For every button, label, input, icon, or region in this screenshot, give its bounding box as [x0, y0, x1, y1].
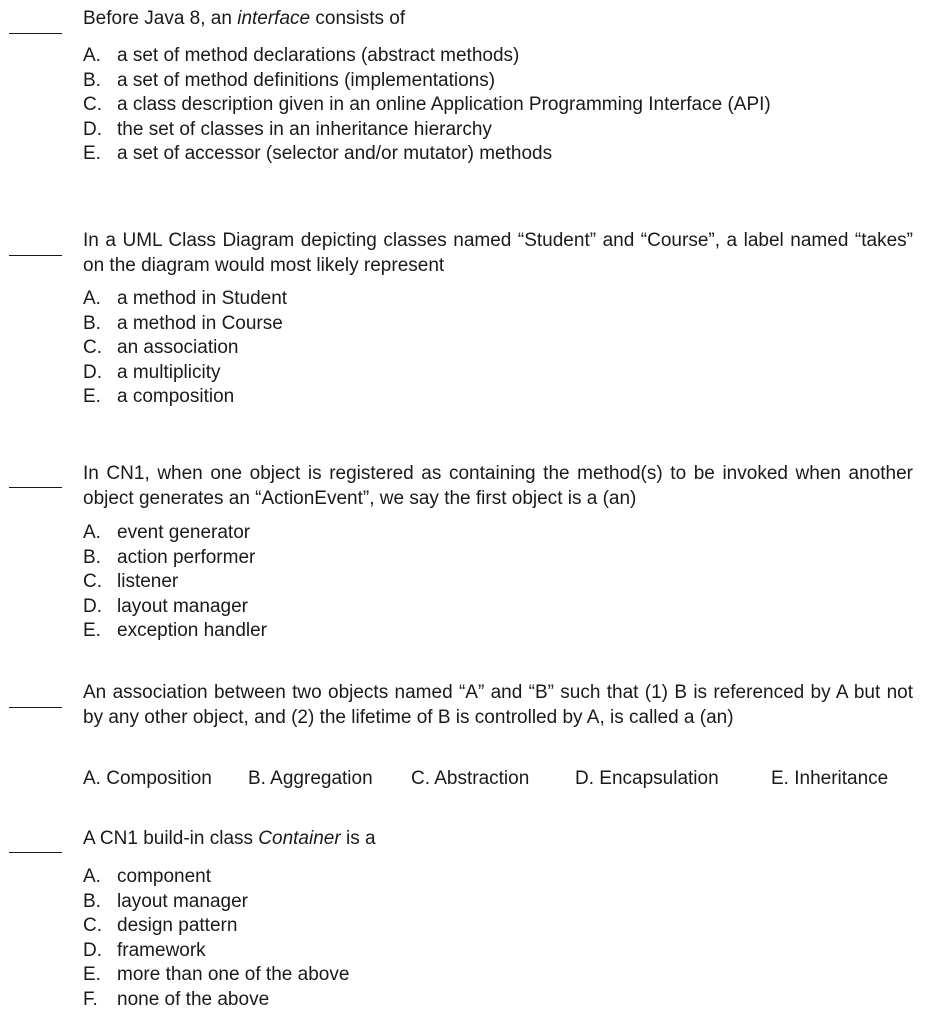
option-text: framework: [117, 939, 206, 961]
stem-text: A CN1 build-in class: [83, 828, 259, 849]
option-c: [83, 570, 913, 595]
option-text: a multiplicity: [117, 361, 221, 383]
question-stem: In CN1, when one object is registered as containing the method(s) to be invoked when another object generates an “ActionEvent”, we say the first object is a (an): [83, 463, 913, 509]
option-text: event generator: [117, 522, 251, 543]
option-text: layout manager: [117, 890, 248, 912]
option-c: C. Abstraction: [411, 768, 530, 789]
option-d: [83, 595, 913, 620]
option-text: a composition: [117, 386, 235, 407]
answer-blank[interactable]: [9, 707, 62, 708]
option-letter: D.: [83, 118, 102, 140]
option-letter: E.: [83, 143, 101, 164]
option-list: [83, 44, 913, 167]
option-text: a set of method declarations (abstract methods): [117, 45, 520, 66]
option-letter: C.: [83, 337, 102, 358]
option-text: action performer: [117, 546, 256, 568]
option-a: A. Composition: [83, 768, 212, 789]
answer-blank[interactable]: [9, 852, 62, 853]
question-stem: An association between two objects named “A” and “B” such that (1) B is referenced by A but not by any other object, and (2) the lifetime of B is controlled by A, is called a (an): [83, 682, 913, 728]
option-text: none of the above: [117, 988, 270, 1010]
option-letter: B.: [83, 546, 101, 568]
answer-blank[interactable]: [9, 255, 62, 256]
option-letter: A.: [83, 288, 101, 309]
stem-text: Before Java 8, an: [83, 8, 238, 29]
answer-blank[interactable]: [9, 487, 62, 488]
option-text: design pattern: [117, 915, 238, 936]
option-b: [83, 69, 913, 94]
option-d: D. Encapsulation: [575, 768, 719, 789]
question-stem: [83, 7, 913, 32]
option-letter: A.: [83, 522, 101, 543]
option-text: listener: [117, 571, 179, 592]
option-d: [83, 118, 913, 143]
option-e: [83, 619, 913, 644]
option-row: [83, 767, 913, 792]
option-letter: E.: [83, 964, 101, 985]
option-b: [83, 312, 913, 337]
question-stem: In a UML Class Diagram depicting classes named “Student” and “Course”, a label named “takes” on the diagram would most likely represent: [83, 230, 913, 276]
option-e: [83, 963, 913, 988]
option-letter: C.: [83, 94, 102, 115]
stem-emphasis: Container: [258, 828, 341, 849]
option-d: [83, 361, 913, 386]
option-letter: D.: [83, 939, 102, 961]
option-b: B. Aggregation: [248, 768, 373, 789]
option-letter: D.: [83, 361, 102, 383]
option-list: [83, 865, 913, 1012]
option-letter: B.: [83, 69, 101, 91]
option-e: [83, 142, 913, 167]
option-text: a class description given in an online Application Programming Interface (API): [117, 94, 771, 115]
option-letter: D.: [83, 595, 102, 617]
option-a: [83, 865, 913, 890]
question-stem: [83, 827, 913, 852]
option-letter: F.: [83, 988, 98, 1010]
option-text: exception handler: [117, 620, 267, 641]
option-b: [83, 890, 913, 915]
option-text: the set of classes in an inheritance hierarchy: [117, 118, 492, 140]
option-text: more than one of the above: [117, 964, 350, 985]
option-e: [83, 385, 913, 410]
option-letter: C.: [83, 571, 102, 592]
option-f: [83, 988, 913, 1013]
option-text: component: [117, 866, 212, 887]
answer-blank[interactable]: [9, 33, 62, 34]
option-d: [83, 939, 913, 964]
option-a: [83, 44, 913, 69]
option-e: E. Inheritance: [771, 768, 889, 789]
option-letter: C.: [83, 915, 102, 936]
stem-text: consists of: [310, 8, 406, 29]
option-text: an association: [117, 337, 239, 358]
option-text: a method in Course: [117, 312, 283, 334]
option-letter: E.: [83, 386, 101, 407]
stem-emphasis: interface: [237, 8, 311, 29]
option-list: [83, 287, 913, 410]
option-text: a method in Student: [117, 288, 288, 309]
option-c: [83, 93, 913, 118]
stem-text: is a: [340, 828, 376, 849]
option-c: [83, 914, 913, 939]
option-list: [83, 521, 913, 644]
option-letter: A.: [83, 45, 101, 66]
option-c: [83, 336, 913, 361]
option-letter: B.: [83, 312, 101, 334]
option-text: a set of accessor (selector and/or mutator) methods: [117, 143, 553, 164]
option-a: [83, 521, 913, 546]
option-a: [83, 287, 913, 312]
option-b: [83, 546, 913, 571]
option-list: [83, 767, 913, 792]
option-letter: A.: [83, 866, 101, 887]
option-letter: E.: [83, 620, 101, 641]
option-text: layout manager: [117, 595, 248, 617]
option-letter: B.: [83, 890, 101, 912]
option-text: a set of method definitions (implementations): [117, 69, 496, 91]
